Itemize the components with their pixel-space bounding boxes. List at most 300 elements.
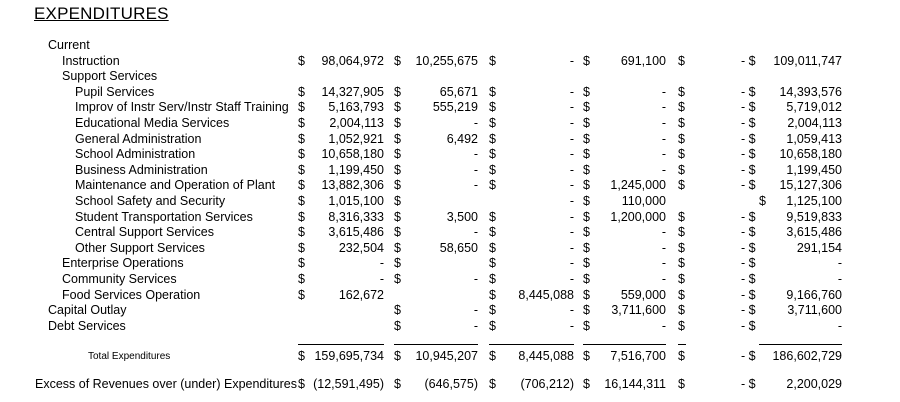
currency-symbol: $ (489, 288, 496, 302)
amount-cell (741, 54, 842, 69)
amount-cell (298, 225, 384, 240)
total-underline (489, 344, 574, 345)
currency-symbol: - $ (741, 225, 756, 239)
amount-value: 5,163,793 (328, 100, 384, 114)
amount-cell (298, 163, 384, 178)
amount-cell (489, 319, 574, 334)
amount-cell (583, 100, 666, 115)
row-label: Improv of Instr Serv/Instr Staff Training (75, 100, 289, 114)
amount-cell (298, 377, 384, 392)
amount-value: - (569, 194, 574, 208)
amount-value: 1,199,450 (328, 163, 384, 177)
currency-symbol: - $ (741, 85, 756, 99)
amount-cell (298, 85, 384, 100)
currency-symbol: $ (678, 116, 685, 130)
amount-value: 1,199,450 (786, 163, 842, 177)
line-item-row (0, 54, 900, 69)
amount-cell (583, 256, 666, 271)
currency-symbol: $ (394, 241, 401, 255)
amount-cell (298, 272, 384, 287)
amount-cell (741, 85, 842, 100)
line-item-row (0, 225, 900, 240)
amount-cell (394, 116, 478, 131)
amount-cell (741, 100, 842, 115)
currency-symbol: - $ (741, 178, 756, 192)
amount-cell (489, 194, 574, 209)
total-underline (759, 344, 842, 345)
amount-cell (489, 210, 574, 225)
amount-cell (583, 163, 666, 178)
amount-cell (394, 100, 478, 115)
currency-symbol: $ (489, 303, 496, 317)
amount-value: 8,316,333 (328, 210, 384, 224)
currency-symbol: $ (583, 377, 590, 391)
amount-value: 9,166,760 (786, 288, 842, 302)
currency-symbol: $ (583, 256, 590, 270)
amount-cell (298, 256, 384, 271)
amount-cell (394, 272, 478, 287)
currency-symbol: $ (298, 288, 305, 302)
currency-symbol: $ (678, 100, 685, 114)
currency-symbol: $ (394, 147, 401, 161)
currency-symbol: $ (759, 194, 766, 208)
currency-symbol: $ (678, 256, 685, 270)
amount-value: - (569, 116, 574, 130)
line-item-row (0, 256, 900, 271)
amount-value: - (379, 272, 384, 286)
amount-value: - (569, 147, 574, 161)
amount-value: 14,327,905 (321, 85, 384, 99)
amount-cell (741, 256, 842, 271)
amount-cell (489, 100, 574, 115)
amount-cell (298, 116, 384, 131)
amount-value: 10,945,207 (415, 349, 478, 363)
amount-value: 2,200,029 (786, 377, 842, 391)
amount-value: - (473, 272, 478, 286)
amount-cell (583, 225, 666, 240)
currency-symbol: $ (489, 377, 496, 391)
amount-value: (646,575) (424, 377, 478, 391)
amount-value: 15,127,306 (779, 178, 842, 192)
currency-symbol: $ (489, 163, 496, 177)
amount-value: 3,615,486 (328, 225, 384, 239)
line-item-row (0, 303, 900, 318)
amount-value: 559,000 (620, 288, 666, 302)
currency-symbol: $ (583, 116, 590, 130)
amount-cell (298, 319, 384, 334)
amount-cell (741, 241, 842, 256)
currency-symbol: - $ (741, 100, 756, 114)
amount-cell (741, 163, 842, 178)
amount-value: 3,615,486 (786, 225, 842, 239)
amount-cell (583, 54, 666, 69)
amount-cell (583, 194, 666, 209)
row-label: Community Services (62, 272, 177, 286)
amount-cell (489, 116, 574, 131)
currency-symbol: $ (298, 225, 305, 239)
amount-value: - (661, 163, 666, 177)
currency-symbol: $ (298, 116, 305, 130)
amount-cell (583, 147, 666, 162)
amount-value: - (661, 272, 666, 286)
amount-value: - (569, 241, 574, 255)
amount-value: - (661, 132, 666, 146)
row-label: Total Expenditures (88, 351, 171, 362)
amount-value: - (661, 256, 666, 270)
amount-value: 159,695,734 (314, 349, 384, 363)
currency-symbol: $ (583, 147, 590, 161)
amount-value: 13,882,306 (321, 178, 384, 192)
currency-symbol: $ (583, 225, 590, 239)
currency-symbol: $ (394, 225, 401, 239)
amount-cell (394, 377, 478, 392)
amount-cell (394, 241, 478, 256)
currency-symbol: - $ (741, 272, 756, 286)
amount-value: - (837, 256, 842, 270)
amount-value: 1,125,100 (786, 194, 842, 208)
amount-cell (489, 272, 574, 287)
currency-symbol: - $ (741, 116, 756, 130)
line-item-row (0, 38, 900, 53)
amount-cell (741, 288, 842, 303)
currency-symbol: - $ (741, 303, 756, 317)
amount-cell (489, 163, 574, 178)
amount-cell (489, 303, 574, 318)
amount-value: - (569, 100, 574, 114)
amount-value: 8,445,088 (518, 349, 574, 363)
currency-symbol: $ (678, 377, 685, 391)
row-label: Current (48, 38, 90, 52)
currency-symbol: - $ (741, 163, 756, 177)
currency-symbol: $ (298, 256, 305, 270)
amount-cell (489, 54, 574, 69)
amount-value: 1,200,000 (610, 210, 666, 224)
currency-symbol: $ (583, 303, 590, 317)
currency-symbol: $ (583, 54, 590, 68)
currency-symbol: $ (394, 256, 401, 270)
currency-symbol: - $ (741, 377, 756, 391)
amount-value: 555,219 (432, 100, 478, 114)
amount-cell (489, 85, 574, 100)
amount-value: - (569, 54, 574, 68)
currency-symbol: $ (489, 256, 496, 270)
amount-cell (298, 100, 384, 115)
amount-value: 1,052,921 (328, 132, 384, 146)
amount-value: - (473, 116, 478, 130)
currency-symbol: $ (678, 178, 685, 192)
amount-cell (394, 225, 478, 240)
currency-symbol: $ (678, 349, 685, 363)
amount-value: 98,064,972 (321, 54, 384, 68)
currency-symbol: $ (298, 100, 305, 114)
line-item-row (0, 272, 900, 287)
amount-value: - (661, 319, 666, 333)
amount-value: - (569, 85, 574, 99)
amount-value: 5,719,012 (786, 100, 842, 114)
currency-symbol: - $ (741, 319, 756, 333)
currency-symbol: $ (298, 377, 305, 391)
amount-cell (489, 241, 574, 256)
row-label: School Administration (75, 147, 196, 161)
line-item-row (0, 319, 900, 334)
amount-value: 291,154 (796, 241, 842, 255)
row-label: Business Administration (75, 163, 208, 177)
amount-cell (741, 272, 842, 287)
line-item-row (0, 132, 900, 147)
amount-value: - (473, 303, 478, 317)
currency-symbol: $ (394, 100, 401, 114)
excess-row (0, 377, 900, 392)
amount-value: 3,711,600 (611, 303, 666, 317)
amount-cell (583, 132, 666, 147)
currency-symbol: $ (394, 116, 401, 130)
amount-value: - (473, 163, 478, 177)
row-label: General Administration (75, 132, 202, 146)
amount-value: - (837, 272, 842, 286)
amount-cell (583, 288, 666, 303)
amount-cell (489, 178, 574, 193)
currency-symbol: $ (394, 210, 401, 224)
amount-cell (394, 163, 478, 178)
amount-cell (298, 303, 384, 318)
amount-value: 3,711,600 (787, 303, 842, 317)
amount-cell (394, 132, 478, 147)
row-label: Student Transportation Services (75, 210, 253, 224)
amount-cell (741, 377, 842, 392)
amount-cell (741, 349, 842, 364)
amount-value: - (473, 178, 478, 192)
line-item-row (0, 163, 900, 178)
currency-symbol: - $ (741, 241, 756, 255)
amount-cell (394, 85, 478, 100)
currency-symbol: $ (298, 210, 305, 224)
amount-cell (394, 319, 478, 334)
line-item-row (0, 194, 900, 209)
currency-symbol: $ (394, 178, 401, 192)
row-label: Support Services (62, 69, 158, 83)
amount-cell (298, 132, 384, 147)
amount-cell (298, 194, 384, 209)
amount-value: 58,650 (439, 241, 478, 255)
amount-cell (583, 272, 666, 287)
currency-symbol: $ (394, 349, 401, 363)
line-item-row (0, 69, 900, 84)
amount-cell (583, 349, 666, 364)
currency-symbol: $ (678, 319, 685, 333)
amount-value: - (473, 225, 478, 239)
amount-value: 14,393,576 (779, 85, 842, 99)
line-item-row (0, 210, 900, 225)
row-label: Central Support Services (75, 225, 214, 239)
currency-symbol: $ (489, 116, 496, 130)
currency-symbol: $ (489, 85, 496, 99)
amount-cell (394, 349, 478, 364)
amount-value: 162,672 (338, 288, 384, 302)
amount-cell (741, 147, 842, 162)
page-title: EXPENDITURES (34, 4, 169, 23)
currency-symbol: $ (489, 178, 496, 192)
amount-cell (489, 147, 574, 162)
currency-symbol: $ (583, 272, 590, 286)
currency-symbol: $ (489, 272, 496, 286)
currency-symbol: - $ (741, 288, 756, 302)
amount-cell (583, 241, 666, 256)
currency-symbol: $ (583, 163, 590, 177)
amount-value: - (569, 178, 574, 192)
currency-symbol: $ (678, 147, 685, 161)
amount-cell (583, 210, 666, 225)
currency-symbol: $ (298, 178, 305, 192)
currency-symbol: $ (678, 54, 685, 68)
total-row (0, 349, 900, 364)
currency-symbol: $ (583, 178, 590, 192)
amount-cell (583, 319, 666, 334)
currency-symbol: $ (298, 349, 305, 363)
currency-symbol: $ (489, 147, 496, 161)
currency-symbol: - $ (741, 132, 756, 146)
amount-value: 10,255,675 (415, 54, 478, 68)
amount-cell (489, 132, 574, 147)
currency-symbol: $ (394, 303, 401, 317)
amount-value: - (569, 319, 574, 333)
amount-cell (741, 303, 842, 318)
row-label: Other Support Services (75, 241, 205, 255)
currency-symbol: $ (298, 147, 305, 161)
amount-cell (298, 54, 384, 69)
amount-cell (489, 256, 574, 271)
amount-cell (489, 225, 574, 240)
row-label: Educational Media Services (75, 116, 230, 130)
amount-value: - (569, 303, 574, 317)
row-label: Maintenance and Operation of Plant (75, 178, 276, 192)
currency-symbol: $ (298, 163, 305, 177)
amount-value: - (661, 147, 666, 161)
currency-symbol: $ (678, 303, 685, 317)
currency-symbol: $ (298, 194, 305, 208)
currency-symbol: - $ (741, 147, 756, 161)
amount-cell (741, 225, 842, 240)
amount-value: - (661, 100, 666, 114)
amount-value: 9,519,833 (786, 210, 842, 224)
amount-cell (741, 116, 842, 131)
line-item-row (0, 241, 900, 256)
amount-cell (489, 377, 574, 392)
currency-symbol: $ (678, 241, 685, 255)
amount-value: 2,004,113 (329, 116, 384, 130)
total-underline (394, 344, 478, 345)
amount-value: 6,492 (446, 132, 478, 146)
currency-symbol: $ (489, 349, 496, 363)
amount-value: - (569, 163, 574, 177)
currency-symbol: $ (489, 241, 496, 255)
currency-symbol: $ (298, 54, 305, 68)
amount-value: 1,015,100 (328, 194, 384, 208)
currency-symbol: $ (394, 163, 401, 177)
amount-cell (394, 147, 478, 162)
amount-cell (298, 178, 384, 193)
amount-value: - (569, 272, 574, 286)
currency-symbol: $ (489, 100, 496, 114)
currency-symbol: $ (489, 210, 496, 224)
amount-cell (298, 147, 384, 162)
amount-value: 110,000 (621, 194, 666, 208)
row-label: Instruction (62, 54, 120, 68)
amount-value: 2,004,113 (787, 116, 842, 130)
amount-value: - (569, 132, 574, 146)
row-label: Excess of Revenues over (under) Expenditures (35, 377, 297, 391)
currency-symbol: $ (583, 319, 590, 333)
currency-symbol: $ (394, 54, 401, 68)
currency-symbol: $ (678, 132, 685, 146)
currency-symbol: $ (298, 272, 305, 286)
row-label: Pupil Services (75, 85, 155, 99)
amount-value: - (569, 256, 574, 270)
amount-value: (12,591,495) (313, 377, 384, 391)
amount-cell (583, 303, 666, 318)
amount-cell (741, 178, 842, 193)
currency-symbol: $ (394, 85, 401, 99)
amount-cell (489, 349, 574, 364)
row-label: School Safety and Security (75, 194, 226, 208)
amount-value: - (661, 241, 666, 255)
amount-value: 1,059,413 (786, 132, 842, 146)
currency-symbol: $ (678, 225, 685, 239)
currency-symbol: $ (583, 288, 590, 302)
amount-value: 186,602,729 (772, 349, 842, 363)
total-underline (678, 344, 686, 345)
amount-cell (394, 210, 478, 225)
currency-symbol: $ (583, 132, 590, 146)
currency-symbol: $ (489, 319, 496, 333)
amount-value: 232,504 (338, 241, 384, 255)
amount-cell (741, 210, 842, 225)
amount-value: - (837, 319, 842, 333)
amount-cell (489, 288, 574, 303)
amount-value: 16,144,311 (604, 377, 666, 391)
amount-value: 109,011,747 (773, 54, 842, 68)
amount-cell (394, 54, 478, 69)
amount-cell (394, 303, 478, 318)
amount-cell (583, 377, 666, 392)
total-underline (298, 344, 384, 345)
amount-value: 1,245,000 (610, 178, 666, 192)
currency-symbol: $ (583, 85, 590, 99)
amount-cell (298, 288, 384, 303)
amount-cell (394, 288, 478, 303)
currency-symbol: - $ (741, 210, 756, 224)
line-item-row (0, 85, 900, 100)
amount-cell (741, 132, 842, 147)
amount-value: 65,671 (439, 85, 478, 99)
amount-cell (298, 349, 384, 364)
currency-symbol: $ (583, 241, 590, 255)
currency-symbol: $ (678, 163, 685, 177)
amount-cell (298, 210, 384, 225)
row-label: Capital Outlay (48, 303, 127, 317)
amount-value: - (661, 116, 666, 130)
amount-cell (298, 241, 384, 256)
currency-symbol: $ (489, 54, 496, 68)
amount-cell (394, 194, 478, 209)
currency-symbol: $ (394, 377, 401, 391)
currency-symbol: - $ (741, 349, 756, 363)
amount-value: 10,658,180 (321, 147, 384, 161)
amount-value: 3,500 (446, 210, 478, 224)
line-item-row (0, 288, 900, 303)
currency-symbol: $ (583, 210, 590, 224)
currency-symbol: $ (394, 272, 401, 286)
currency-symbol: $ (583, 349, 590, 363)
